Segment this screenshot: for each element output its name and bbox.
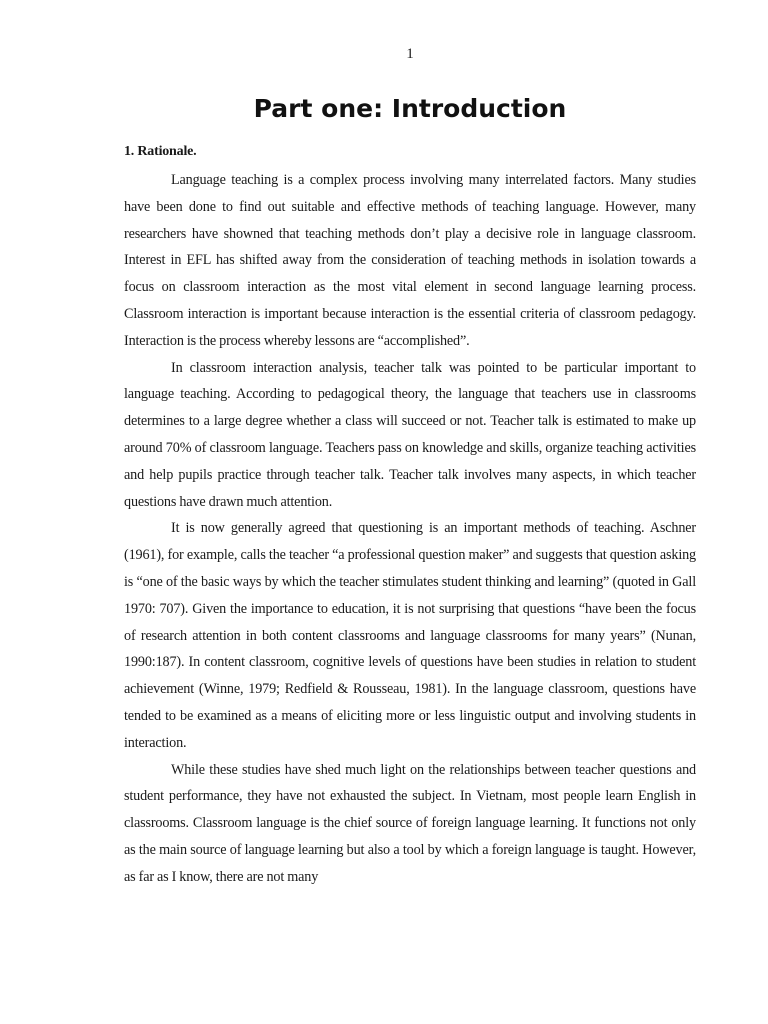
paragraph: While these studies have shed much light on the relationships between teacher questions and student performance, they have not exhausted the subject. In Vietnam, most people learn English in classrooms. Classroom language is the chief source of foreign language learning. It functions not only as the main source of language learning but also a tool by which a foreign language is taught. However, as far as I know, there are not many [124,761,696,885]
page-title: Part one: Introduction [253,94,567,123]
page-number: 1 [406,46,414,62]
paragraph: It is now generally agreed that questioning is an important methods of teaching. Aschner (1961), for example, calls the teacher “a professional question maker” and suggests that question asking is “one of the basic ways by which the teacher stimulates student thinking and learning” (quoted in Gall 1970: 707). Given the importance to education, it is not surprising that questions “have been the focus of research attention in both content classrooms and language classrooms for many years” (Nunan, 1990:187). In content classroom, cognitive levels of questions have been studies in relation to student achievement (Winne, 1979; Redfield & Rousseau, 1981). In the language classroom, questions have tended to be examined as a means of eliciting more or less linguistic output and involving students in interaction. [124,520,696,751]
section-heading: 1. Rationale. [124,144,197,159]
body-text [124,167,696,891]
paragraph: Language teaching is a complex process involving many interrelated factors. Many studies have been done to find out suitable and effective methods of teaching language. However, many researchers have showned that teaching methods don’t play a decisive role in language classroom. Interest in EFL has shifted away from the consideration of teaching methods in isolation towards a focus on classroom interaction as the most vital element in second language learning process. Classroom interaction is important because interaction is the essential criteria of classroom pedagogy. Interaction is the process whereby lessons are “accomplished”. [124,172,696,349]
paragraph: In classroom interaction analysis, teacher talk was pointed to be particular important to language teaching. According to pedagogical theory, the language that teachers use in classrooms determines to a large degree whether a class will succeed or not. Teacher talk is estimated to make up around 70% of classroom language. Teachers pass on knowledge and skills, organize teaching activities and help pupils practice through teacher talk. Teacher talk involves many aspects, in which teacher questions have drawn much attention. [124,359,696,510]
